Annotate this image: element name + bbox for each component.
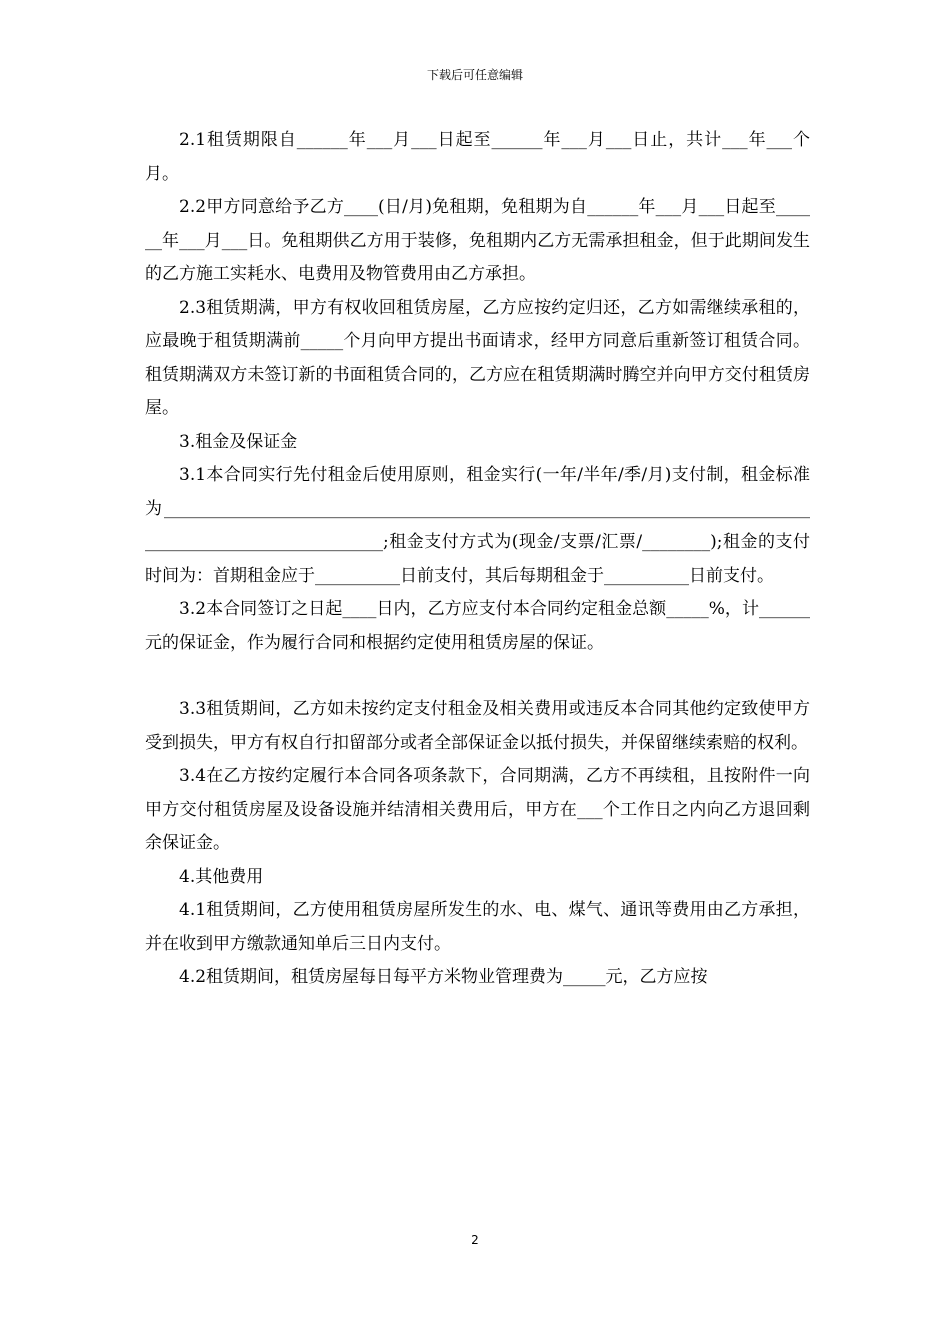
section-3-heading: 3.租金及保证金 bbox=[179, 431, 298, 452]
clause-2-3: 2.3租赁期满，甲方有权收回租赁房屋，乙方应按约定归还，乙方如需继续承租的，应最晚于租赁期满前_____个月向甲方提出书面请求，经甲方同意后重新签订租赁合同。租赁期满双方未签订新的书面租赁合同的，乙方应在租赁期满时腾空并向甲方交付租赁房屋。 bbox=[145, 297, 810, 418]
clause-2-1: 2.1租赁期限自______年___月___日起至______年___月___日止，共计___年___个月。 bbox=[145, 130, 810, 184]
document-body bbox=[145, 124, 810, 995]
clause-3-2: 3.2本合同签订之日起____日内，乙方应支付本合同约定租金总额_____%，计______元的保证金，作为履行合同和根据约定使用租赁房屋的保证。 bbox=[145, 599, 810, 653]
section-4-heading: 4.其他费用 bbox=[179, 866, 264, 887]
page-header: 下载后可任意编辑 bbox=[426, 68, 523, 82]
clause-3-3: 3.3租赁期间，乙方如未按约定支付租金及相关费用或违反本合同其他约定致使甲方受到损失，甲方有权自行扣留部分或者全部保证金以抵付损失，并保留继续索赔的权利。 bbox=[145, 699, 810, 753]
clause-4-1: 4.1租赁期间，乙方使用租赁房屋所发生的水、电、煤气、通讯等费用由乙方承担，并在收到甲方缴款通知单后三日内支付。 bbox=[145, 900, 810, 954]
clause-3-1: 3.1本合同实行先付租金后使用原则，租金实行(一年/半年/季/月)支付制，租金标准为________________________________________________________________________________________________________;租金支付方式为(现金/支票/汇票/________);租金的支付时间为：首期租金应于__________日前支付，其后每期租金于__________日前支付。 bbox=[145, 465, 810, 586]
clause-2-2: 2.2甲方同意给予乙方____(日/月)免租期，免租期为自______年___月___日起至______年___月___日。免租期供乙方用于装修，免租期内乙方无需承担租金，但于此期间发生的乙方施工实耗水、电费用及物管费用由乙方承担。 bbox=[145, 197, 810, 284]
clause-3-4: 3.4在乙方按约定履行本合同各项条款下，合同期满，乙方不再续租，且按附件一向甲方交付租赁房屋及设备设施并结清相关费用后，甲方在___个工作日之内向乙方退回剩余保证金。 bbox=[145, 766, 810, 853]
page-number: 2 bbox=[471, 1233, 479, 1247]
clause-4-2: 4.2租赁期间，租赁房屋每日每平方米物业管理费为_____元，乙方应按 bbox=[179, 967, 708, 987]
